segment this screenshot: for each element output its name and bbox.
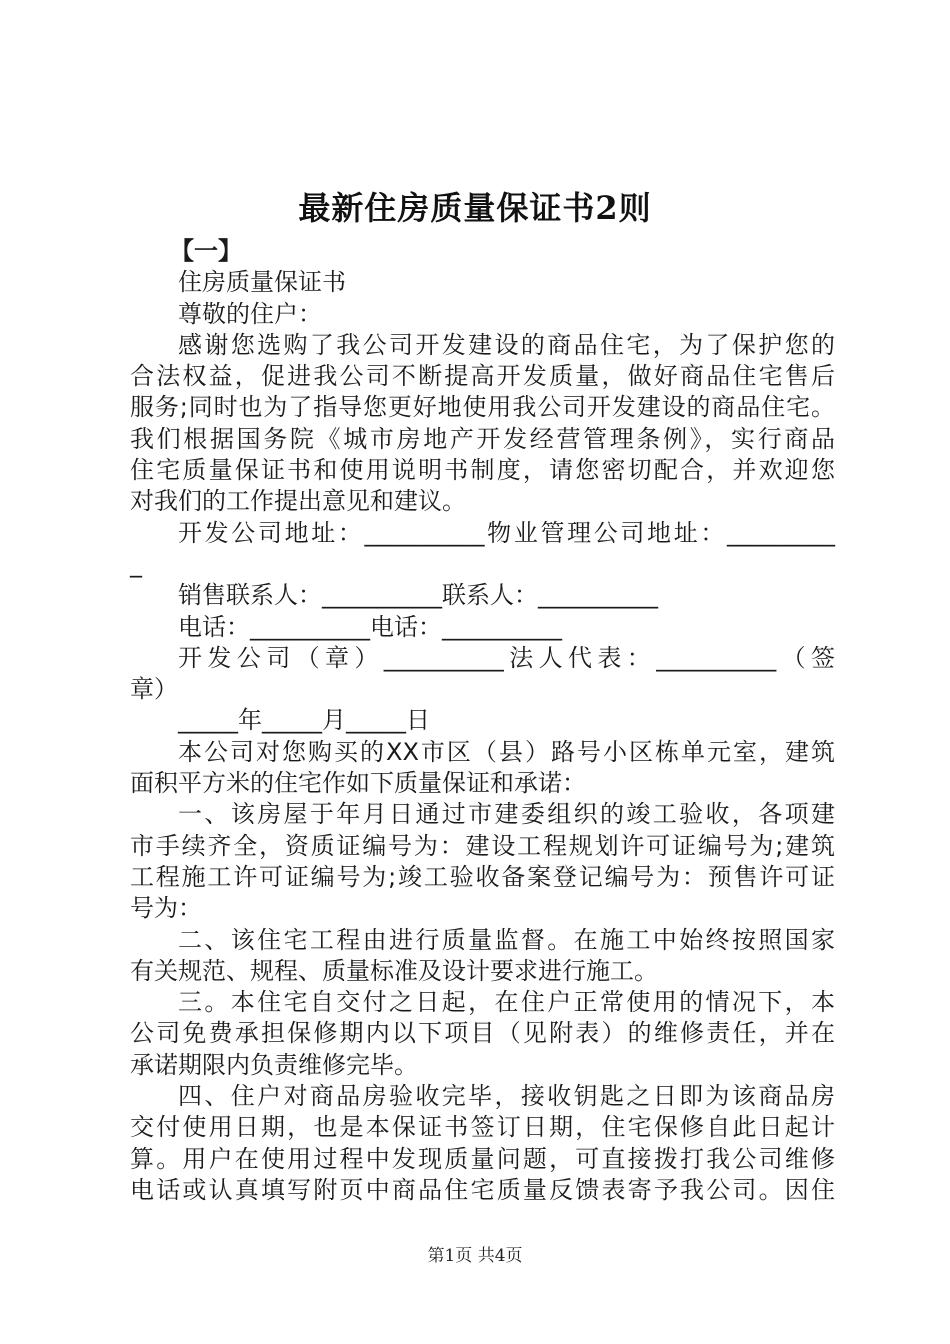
paragraph-line: 住宅质量保证书和使用说明书制度，请您密切配合，并欢迎您 [130, 456, 835, 485]
paragraph-line: 号为： [130, 894, 202, 923]
document-title: 最新住房质量保证书2则 [298, 189, 652, 227]
paragraph-line: 章） [130, 675, 178, 704]
paragraph-line: 本公司对您购买的XX市区（县）路号小区栋单元室，建筑 [178, 737, 835, 766]
document-body [130, 236, 835, 1206]
section-label: 【一】 [170, 237, 242, 265]
paragraph-line: 一、该房屋于年月日通过市建委组织的竣工验收，各项建 [178, 800, 835, 829]
paragraph-line: 公司免费承担保修期内以下项目（见附表）的维修责任，并在 [130, 1019, 835, 1048]
paragraph-line: 服务;同时也为了指导您更好地使用我公司开发建设的商品住宅。 [130, 393, 835, 422]
paragraph-line: 有关规范、规程、质量标准及设计要求进行施工。 [130, 956, 658, 985]
paragraph-line: 工程施工许可证编号为;竣工验收备案登记编号为：预售许可证 [130, 862, 835, 891]
paragraph-line: 面积平方米的住宅作如下质量保证和承诺： [130, 769, 586, 798]
paragraph-line: 开发公司（章）__________法人代表：__________（签 [178, 643, 835, 672]
paragraph-line: 感谢您选购了我公司开发建设的商品住宅，为了保护您的 [178, 330, 835, 359]
paragraph-line: 开发公司地址：__________物业管理公司地址：_________ [178, 518, 835, 547]
paragraph-line: 交付使用日期，也是本保证书签订日期，住宅保修自此日起计 [130, 1113, 835, 1142]
paragraph-line: 销售联系人：__________联系人：__________ [178, 581, 658, 610]
page-footer: 第1页 共4页 [427, 1246, 523, 1266]
paragraph-line: 市手续齐全，资质证编号为：建设工程规划许可证编号为;建筑 [130, 831, 835, 860]
paragraph-line: 合法权益，促进我公司不断提高开发质量，做好商品住宅售后 [130, 362, 835, 391]
paragraph-line: 我们根据国务院《城市房地产开发经营管理条例》，实行商品 [130, 424, 835, 453]
paragraph-line: 四、住户对商品房验收完毕，接收钥匙之日即为该商品房 [178, 1082, 835, 1111]
paragraph-line: _____年_____月_____日 [178, 706, 430, 735]
paragraph-line: 电话：__________电话：__________ [178, 612, 562, 641]
paragraph-line: 三。本住宅自交付之日起，在住户正常使用的情况下，本 [178, 988, 835, 1017]
paragraph-line: _ [130, 549, 142, 578]
paragraph-line: 承诺期限内负责维修完毕。 [130, 1050, 418, 1079]
paragraph-line: 住房质量保证书 [178, 268, 346, 297]
paragraph-line: 算。用户在使用过程中发现质量问题，可直接拨打我公司维修 [130, 1144, 835, 1173]
paragraph-line: 尊敬的住户： [178, 299, 322, 328]
paragraph-line: 电话或认真填写附页中商品住宅质量反馈表寄予我公司。因住 [130, 1175, 835, 1204]
paragraph-line: 二、该住宅工程由进行质量监督。在施工中始终按照国家 [178, 925, 835, 954]
paragraph-line: 对我们的工作提出意见和建议。 [130, 487, 466, 516]
